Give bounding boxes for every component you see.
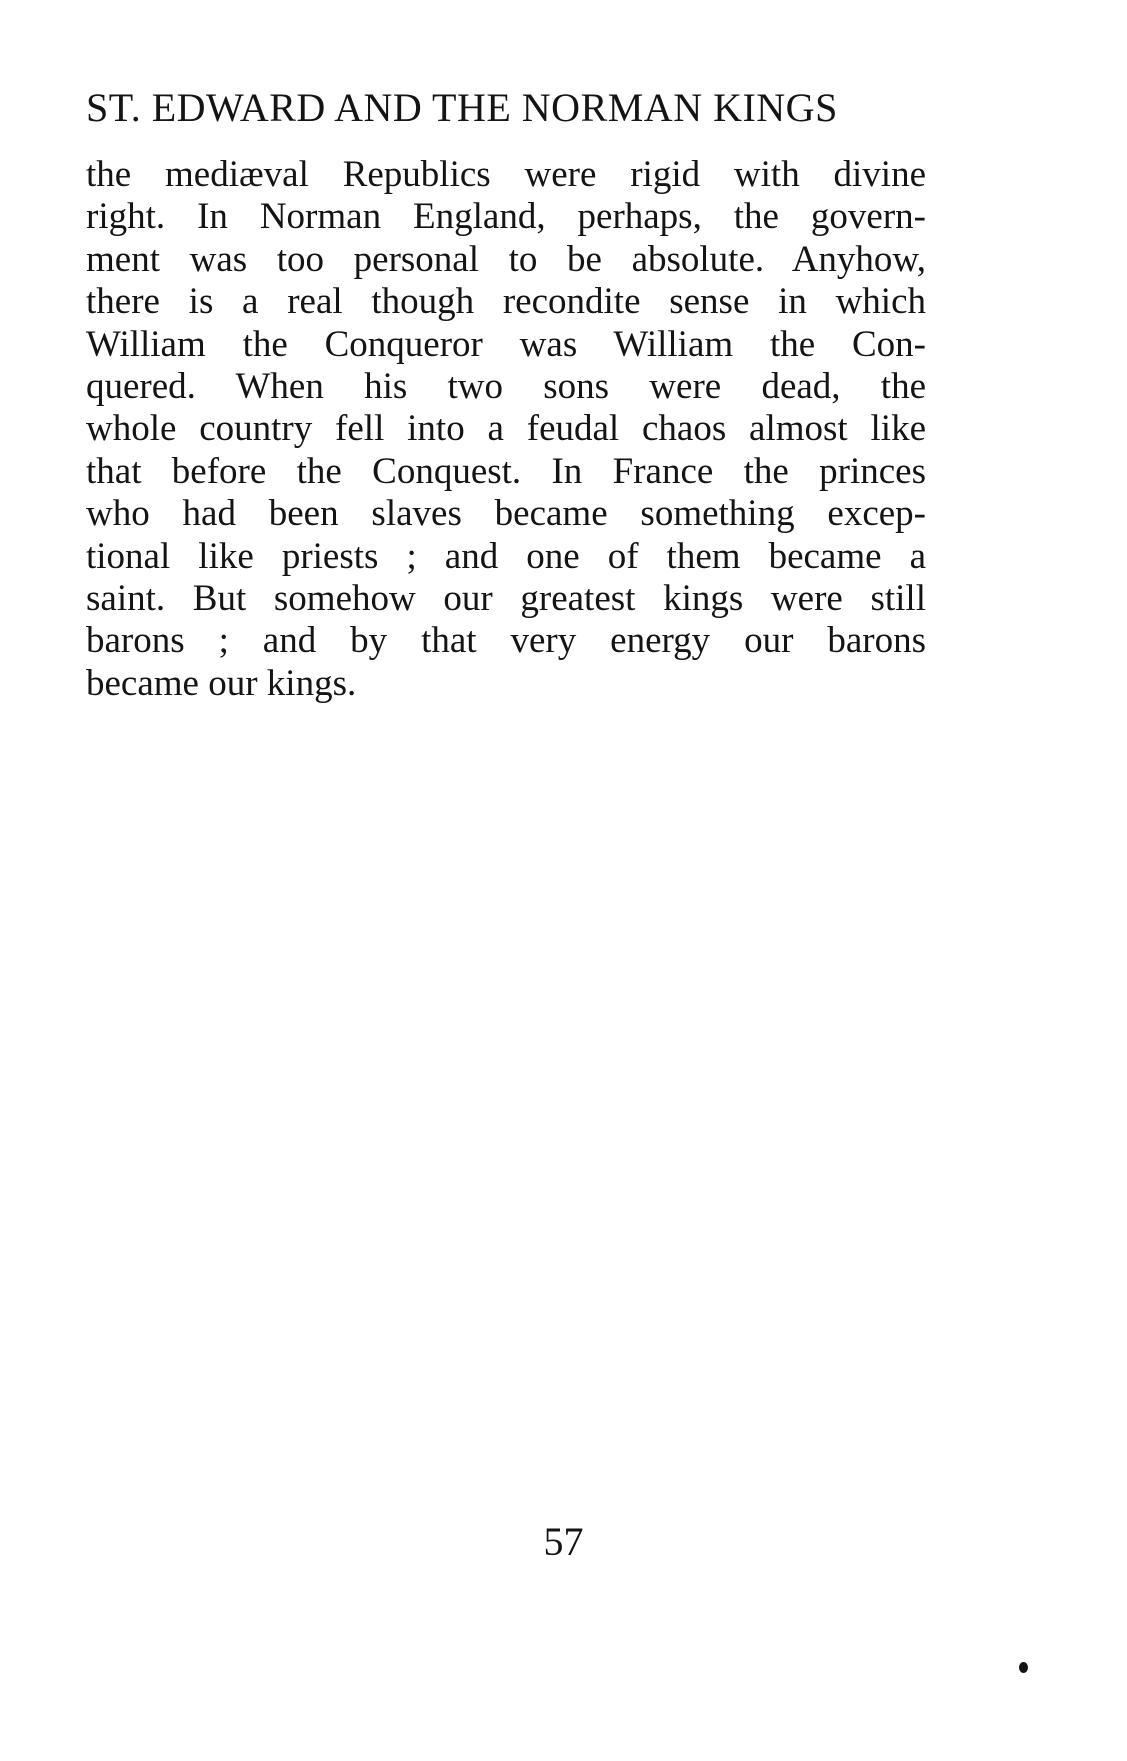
- text-line: barons ; and by that very energy our barons: [86, 620, 926, 662]
- text-line: whole country fell into a feudal chaos almost like: [86, 408, 926, 450]
- text-line: saint. But somehow our greatest kings were still: [86, 577, 926, 619]
- ink-speck: [1019, 1662, 1028, 1673]
- text-line: that before the Conquest. In France the princes: [86, 450, 926, 492]
- text-line: William the Conqueror was William the Con-: [86, 323, 926, 365]
- page-number: 57: [543, 1519, 584, 1564]
- text-line: became our kings.: [86, 662, 357, 704]
- text-line: who had been slaves became something excep-: [86, 493, 926, 535]
- text-line: ment was too personal to be absolute. Anyhow,: [86, 238, 926, 280]
- text-line: there is a real though recondite sense in which: [86, 281, 926, 323]
- body-text: [86, 154, 926, 705]
- text-line: tional like priests ; and one of them became a: [86, 535, 926, 577]
- running-head: ST. EDWARD AND THE NORMAN KINGS: [86, 85, 838, 130]
- text-line: quered. When his two sons were dead, the: [86, 365, 926, 407]
- text-line: right. In Norman England, perhaps, the govern-: [86, 196, 926, 238]
- text-line: the mediæval Republics were rigid with divine: [86, 154, 926, 195]
